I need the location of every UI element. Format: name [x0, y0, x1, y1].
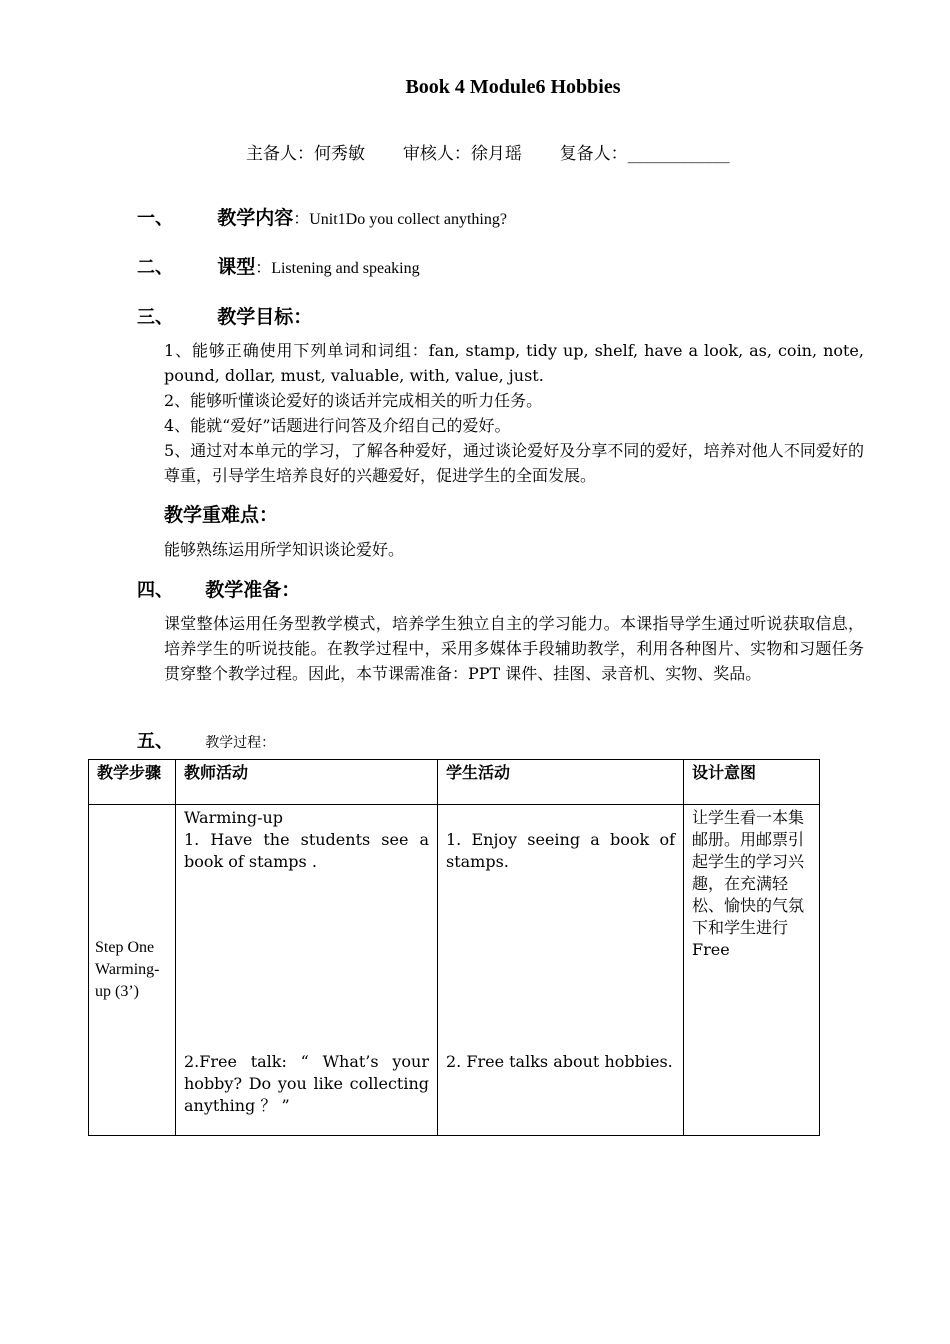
header-step: 教学步骤	[89, 760, 176, 805]
section-5-title: 教学过程：	[205, 735, 276, 751]
section-2-content: ：Listening and speaking	[255, 260, 420, 277]
section-1-title: 教学内容	[217, 207, 294, 229]
section-1	[137, 203, 507, 230]
section-4-title: 教学准备：	[205, 579, 301, 601]
section-3	[137, 302, 312, 329]
section-3-number: 三、	[137, 307, 173, 328]
student-activity-2: 2. Free talks about hobbies.	[446, 1052, 673, 1071]
section-4	[137, 575, 300, 602]
header-design: 设计意图	[684, 760, 820, 805]
teacher-heading: Warming-up	[184, 808, 284, 827]
header-teacher: 教师活动	[176, 760, 438, 805]
objective-item: 4、能就“爱好”话题进行问答及介绍自己的爱好。	[164, 416, 511, 435]
preparation-text: 课堂整体运用任务型教学模式，培养学生独立自主的学习能力。本课指导学生通过听说获取信息，培养学生的听说技能。在教学过程中，采用多媒体手段辅助教学，利用各种图片、实物和习题任务贯穿整个教学过程。因此，本节课需准备：PPT 课件、挂图、录音机、实物、奖品。	[164, 614, 864, 683]
section-2-title: 课型	[217, 256, 256, 278]
design-intent: 让学生看一本集邮册。用邮票引起学生的学习兴趣，在充满轻松、愉快的气氛下和学生进行 Free	[692, 808, 805, 959]
document-title: Book 4 Module6 Hobbies	[405, 76, 621, 98]
objective-item: 2、能够听懂谈论爱好的谈话并完成相关的听力任务。	[164, 391, 543, 410]
student-cell	[438, 805, 684, 1136]
section-3-title: 教学目标：	[217, 306, 313, 328]
objectives-list	[164, 338, 864, 488]
objective-item: 1、能够正确使用下列单词和词组：fan, stamp, tidy up, shelf, have a look, as, coin, note, pound, dollar, must, valuable, with, value, just.	[164, 341, 864, 385]
key-points-title: 教学重难点：	[164, 504, 279, 526]
section-5	[137, 727, 275, 753]
teacher-activity-2: 2.Free talk: “ What’s your hobby? Do you like collecting anything ？ ”	[184, 1052, 429, 1115]
section-1-content: ：Unit1Do you collect anything?	[293, 211, 507, 228]
section-2	[137, 252, 420, 279]
key-points-text: 能够熟练运用所学知识谈论爱好。	[164, 540, 405, 559]
section-1-number: 一、	[137, 208, 173, 229]
section-2-number: 二、	[137, 257, 173, 278]
design-cell	[684, 805, 820, 1136]
process-table	[88, 759, 820, 1136]
teacher-cell	[176, 805, 438, 1136]
student-activity-1: 1. Enjoy seeing a book of stamps.	[446, 830, 675, 871]
table-row	[89, 805, 820, 1136]
section-4-number: 四、	[137, 580, 173, 601]
objective-item: 5、通过对本单元的学习，了解各种爱好，通过谈论爱好及分享不同的爱好，培养对他人不同爱好的尊重，引导学生培养良好的兴趣爱好，促进学生的全面发展。	[164, 441, 864, 485]
header-student: 学生活动	[438, 760, 684, 805]
authors-line: 主备人：何秀敏 审核人：徐月瑶 复备人：____________	[246, 144, 730, 164]
table-header-row	[89, 760, 820, 805]
section-5-number: 五、	[137, 731, 173, 752]
step-cell: Step One Warming-up (3’)	[89, 805, 176, 1136]
teacher-activity-1: 1. Have the students see a book of stamps .	[184, 830, 429, 871]
